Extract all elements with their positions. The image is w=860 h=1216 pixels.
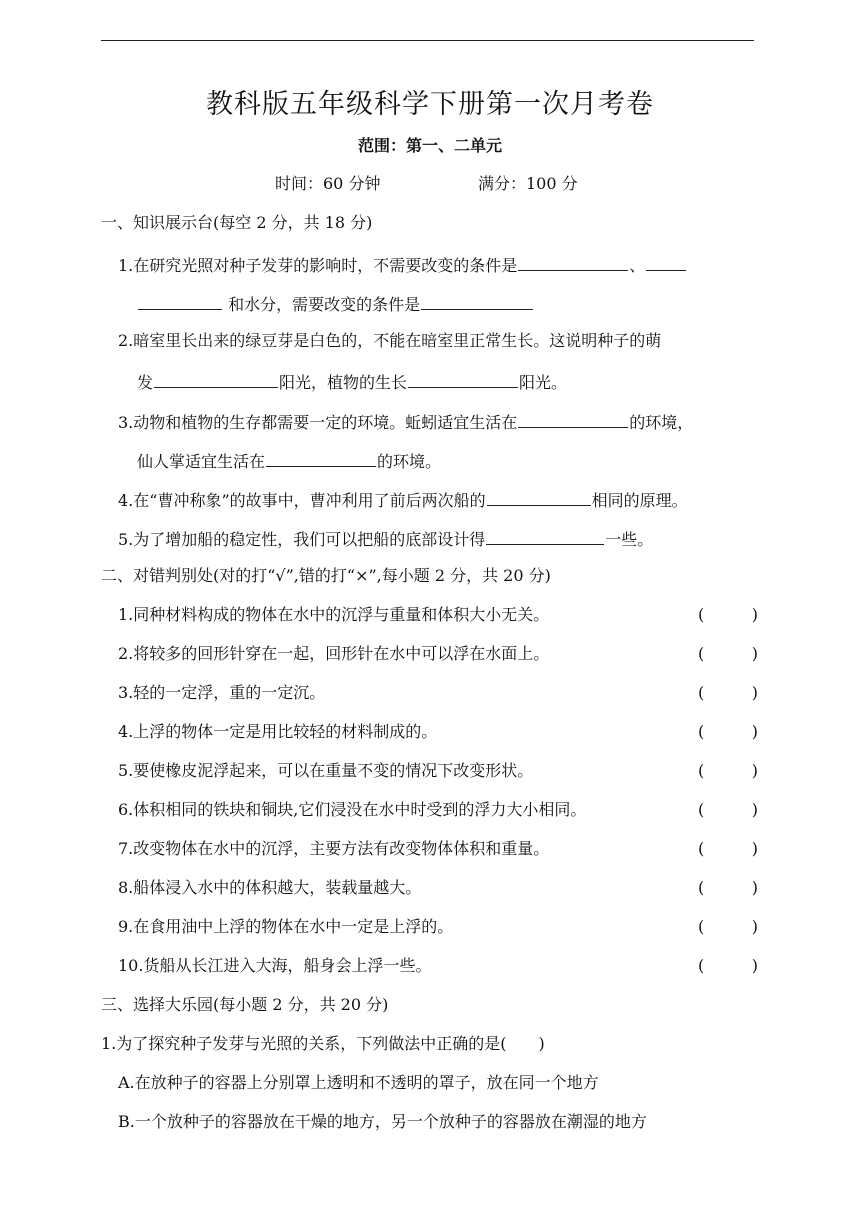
answer-parentheses[interactable]: ( ) xyxy=(698,761,758,780)
answer-blank[interactable] xyxy=(138,292,222,310)
section1-heading: 一、知识展示台(每空 2 分，共 18 分) xyxy=(101,213,373,232)
judgment-item: 8.船体浸入水中的体积越大，装载量越大。 xyxy=(118,878,422,897)
s1-question-3 xyxy=(118,410,693,433)
s1-q5-text-b: 一些。 xyxy=(605,530,654,549)
answer-parentheses[interactable]: ( ) xyxy=(698,917,758,936)
s1-q3-text-b: 的环境， xyxy=(629,413,694,432)
s1-q1-text-a: 1.在研究光照对种子发芽的影响时，不需要改变的条件是 xyxy=(118,256,518,275)
header-rule xyxy=(101,40,754,41)
s1-q2-text-d: 阳光。 xyxy=(519,373,568,392)
s1-question-5 xyxy=(118,527,653,550)
exam-score: 满分：100 分 xyxy=(478,174,578,193)
s1-q4-text-a: 4.在“曹冲称象”的故事中，曹冲利用了前后两次船的 xyxy=(118,491,486,510)
section3-heading: 三、选择大乐园(每小题 2 分，共 20 分) xyxy=(101,995,389,1014)
s1-q1-text-b: 、 xyxy=(629,256,646,275)
judgment-item: 6.体积相同的铁块和铜块,它们浸没在水中时受到的浮力大小相同。 xyxy=(118,800,587,819)
s3-option-b[interactable]: B.一个放种子的容器放在干燥的地方，另一个放种子的容器放在潮湿的地方 xyxy=(118,1112,647,1131)
s1-q4-text-b: 相同的原理。 xyxy=(591,491,688,510)
s1-question-3-cont xyxy=(137,449,441,472)
s1-question-2-cont xyxy=(137,370,567,393)
s1-q3-text-a: 3.动物和植物的生存都需要一定的环境。蚯蚓适宜生活在 xyxy=(118,413,518,432)
s1-question-1-cont xyxy=(137,292,534,315)
s1-question-4 xyxy=(118,488,688,511)
s1-question-2: 2.暗室里长出来的绿豆芽是白色的，不能在暗室里正常生长。这说明种子的萌 xyxy=(118,331,662,350)
s1-q3-text-c: 仙人掌适宜生活在 xyxy=(137,452,266,471)
s3-question-1: 1.为了探究种子发芽与光照的关系，下列做法中正确的是( ) xyxy=(101,1034,545,1053)
judgment-item: 3.轻的一定浮，重的一定沉。 xyxy=(118,683,326,702)
answer-parentheses[interactable]: ( ) xyxy=(698,722,758,741)
answer-blank[interactable] xyxy=(518,253,628,271)
judgment-item: 9.在食用油中上浮的物体在水中一定是上浮的。 xyxy=(118,917,454,936)
s1-q5-text-a: 5.为了增加船的稳定性，我们可以把船的底部设计得 xyxy=(118,530,486,549)
exam-scope: 范围：第一、二单元 xyxy=(357,136,502,155)
answer-blank[interactable] xyxy=(266,449,376,467)
answer-blank[interactable] xyxy=(154,370,278,388)
judgment-item: 5.要使橡皮泥浮起来，可以在重量不变的情况下改变形状。 xyxy=(118,761,534,780)
exam-time: 时间：60 分钟 xyxy=(275,174,381,193)
answer-parentheses[interactable]: ( ) xyxy=(698,644,758,663)
answer-parentheses[interactable]: ( ) xyxy=(698,683,758,702)
answer-blank[interactable] xyxy=(646,253,686,271)
answer-parentheses[interactable]: ( ) xyxy=(698,956,758,975)
answer-parentheses[interactable]: ( ) xyxy=(698,605,758,624)
s3-option-a[interactable]: A.在放种子的容器上分别罩上透明和不透明的罩子，放在同一个地方 xyxy=(118,1073,599,1092)
s1-q2-text-c: 阳光，植物的生长 xyxy=(279,373,408,392)
s1-q2-text-b: 发 xyxy=(137,373,154,392)
answer-blank[interactable] xyxy=(486,527,604,545)
answer-blank[interactable] xyxy=(421,292,533,310)
answer-parentheses[interactable]: ( ) xyxy=(698,800,758,819)
judgment-item: 4.上浮的物体一定是用比较轻的材料制成的。 xyxy=(118,722,438,741)
judgment-item: 7.改变物体在水中的沉浮，主要方法有改变物体体积和重量。 xyxy=(118,839,550,858)
answer-blank[interactable] xyxy=(408,370,518,388)
answer-blank[interactable] xyxy=(518,410,628,428)
judgment-item: 10.货船从长江进入大海，船身会上浮一些。 xyxy=(118,956,432,975)
judgment-item: 1.同种材料构成的物体在水中的沉浮与重量和体积大小无关。 xyxy=(118,605,550,624)
s1-q3-text-d: 的环境。 xyxy=(377,452,442,471)
exam-title: 教科版五年级科学下册第一次月考卷 xyxy=(206,89,654,120)
judgment-item: 2.将较多的回形针穿在一起，回形针在水中可以浮在水面上。 xyxy=(118,644,550,663)
answer-parentheses[interactable]: ( ) xyxy=(698,839,758,858)
answer-parentheses[interactable]: ( ) xyxy=(698,878,758,897)
answer-blank[interactable] xyxy=(487,488,591,506)
s1-question-1 xyxy=(118,253,687,276)
s1-q1-text-c: 和水分，需要改变的条件是 xyxy=(228,295,421,314)
section2-heading: 二、对错判别处(对的打“√”,错的打“×”,每小题 2 分，共 20 分) xyxy=(101,566,551,585)
